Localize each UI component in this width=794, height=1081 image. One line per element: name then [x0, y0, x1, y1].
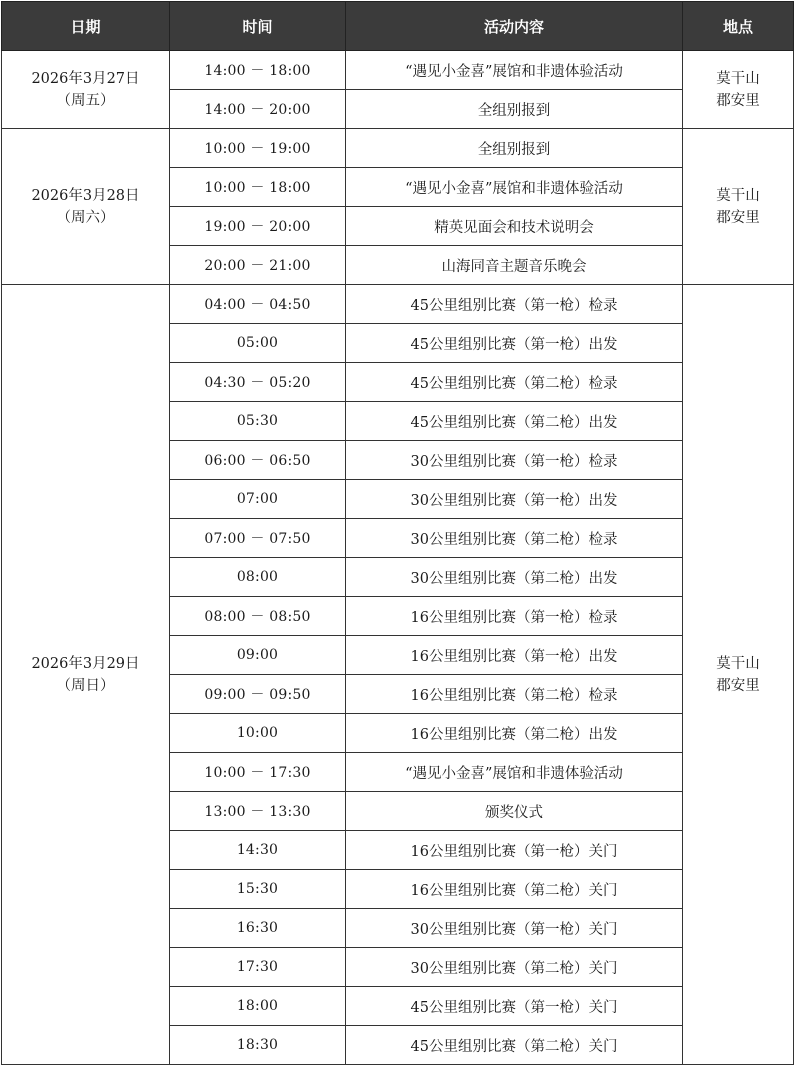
activity-cell: 30公里组别比赛（第一枪）关门: [346, 909, 683, 948]
time-cell: 05:00: [170, 324, 346, 363]
date-cell: [2, 129, 170, 285]
activity-cell: “遇见小金喜”展馆和非遗体验活动: [346, 753, 683, 792]
time-cell: 06:00 － 06:50: [170, 441, 346, 480]
activity-cell: 45公里组别比赛（第二枪）关门: [346, 1026, 683, 1065]
location-line2: 郡安里: [716, 209, 760, 226]
table-row: [2, 129, 794, 168]
activity-cell: 30公里组别比赛（第二枪）出发: [346, 558, 683, 597]
table-row: [2, 51, 794, 90]
activity-cell: 45公里组别比赛（第一枪）出发: [346, 324, 683, 363]
time-cell: 09:00: [170, 636, 346, 675]
weekday-text: （周六）: [56, 209, 115, 226]
time-cell: 15:30: [170, 870, 346, 909]
time-cell: 18:00: [170, 987, 346, 1026]
time-cell: 05:30: [170, 402, 346, 441]
activity-cell: 30公里组别比赛（第二枪）关门: [346, 948, 683, 987]
time-cell: 20:00 － 21:00: [170, 246, 346, 285]
time-cell: 10:00 － 19:00: [170, 129, 346, 168]
activity-cell: 16公里组别比赛（第二枪）检录: [346, 675, 683, 714]
activity-cell: 颁奖仪式: [346, 792, 683, 831]
activity-cell: “遇见小金喜”展馆和非遗体验活动: [346, 168, 683, 207]
location-line2: 郡安里: [716, 677, 760, 694]
schedule-body: [2, 51, 794, 1065]
activity-cell: 全组别报到: [346, 129, 683, 168]
time-cell: 08:00 － 08:50: [170, 597, 346, 636]
time-cell: 13:00 － 13:30: [170, 792, 346, 831]
location-cell: [683, 285, 794, 1065]
activity-cell: 30公里组别比赛（第一枪）检录: [346, 441, 683, 480]
time-cell: 07:00: [170, 480, 346, 519]
date-cell: [2, 285, 170, 1065]
location-line2: 郡安里: [716, 92, 760, 109]
date-text: 2026年3月27日: [31, 70, 140, 87]
time-cell: 10:00 － 17:30: [170, 753, 346, 792]
time-cell: 04:00 － 04:50: [170, 285, 346, 324]
header-location: 地点: [683, 2, 794, 51]
activity-cell: 30公里组别比赛（第二枪）检录: [346, 519, 683, 558]
location-line1: 莫干山: [716, 187, 760, 204]
time-cell: 04:30 － 05:20: [170, 363, 346, 402]
time-cell: 07:00 － 07:50: [170, 519, 346, 558]
weekday-text: （周日）: [56, 677, 115, 694]
activity-cell: 16公里组别比赛（第一枪）检录: [346, 597, 683, 636]
time-cell: 18:30: [170, 1026, 346, 1065]
date-cell: [2, 51, 170, 129]
date-text: 2026年3月29日: [31, 655, 140, 672]
location-cell: [683, 129, 794, 285]
time-cell: 09:00 － 09:50: [170, 675, 346, 714]
header-row: [2, 2, 794, 51]
activity-cell: 山海同音主题音乐晚会: [346, 246, 683, 285]
location-line1: 莫干山: [716, 655, 760, 672]
time-cell: 19:00 － 20:00: [170, 207, 346, 246]
activity-cell: 30公里组别比赛（第一枪）出发: [346, 480, 683, 519]
time-cell: 10:00: [170, 714, 346, 753]
header-activity: 活动内容: [346, 2, 683, 51]
location-line1: 莫干山: [716, 70, 760, 87]
location-cell: [683, 51, 794, 129]
time-cell: 14:00 － 18:00: [170, 51, 346, 90]
activity-cell: 45公里组别比赛（第一枪）关门: [346, 987, 683, 1026]
time-cell: 17:30: [170, 948, 346, 987]
time-cell: 10:00 － 18:00: [170, 168, 346, 207]
activity-cell: “遇见小金喜”展馆和非遗体验活动: [346, 51, 683, 90]
activity-cell: 45公里组别比赛（第二枪）检录: [346, 363, 683, 402]
time-cell: 08:00: [170, 558, 346, 597]
activity-cell: 16公里组别比赛（第二枪）出发: [346, 714, 683, 753]
time-cell: 14:30: [170, 831, 346, 870]
weekday-text: （周五）: [56, 92, 115, 109]
schedule-table: [1, 1, 794, 1065]
header-time: 时间: [170, 2, 346, 51]
activity-cell: 精英见面会和技术说明会: [346, 207, 683, 246]
activity-cell: 45公里组别比赛（第一枪）检录: [346, 285, 683, 324]
date-text: 2026年3月28日: [31, 187, 140, 204]
activity-cell: 45公里组别比赛（第二枪）出发: [346, 402, 683, 441]
header-date: 日期: [2, 2, 170, 51]
time-cell: 14:00 － 20:00: [170, 90, 346, 129]
activity-cell: 16公里组别比赛（第一枪）出发: [346, 636, 683, 675]
activity-cell: 16公里组别比赛（第一枪）关门: [346, 831, 683, 870]
activity-cell: 16公里组别比赛（第二枪）关门: [346, 870, 683, 909]
activity-cell: 全组别报到: [346, 90, 683, 129]
table-row: [2, 285, 794, 324]
time-cell: 16:30: [170, 909, 346, 948]
